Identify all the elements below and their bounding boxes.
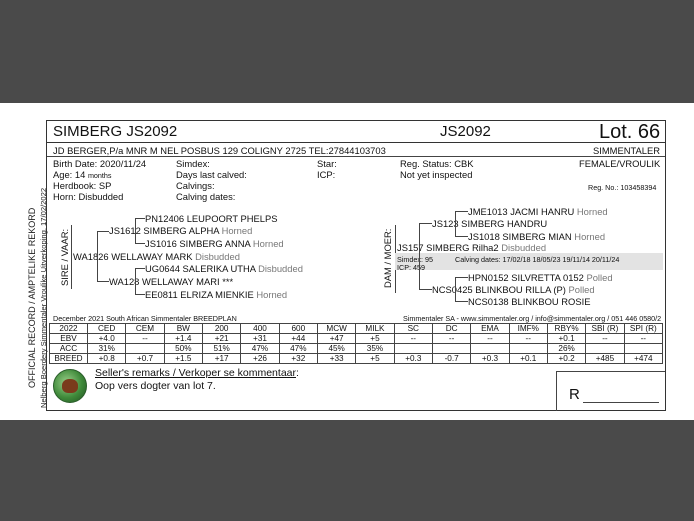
price-currency: R (569, 386, 580, 403)
ebv-cell: -- (126, 334, 164, 344)
sale-info-label: Nelberg Boerdery Simmentaler Vroulike Uitverkoping, 17/02/2022 (39, 187, 48, 408)
dam-horn: Disbudded (501, 242, 547, 253)
age-value: Age: 14 (53, 169, 86, 180)
sire-gg3-name: UG0644 SALERIKA UTHA (145, 263, 256, 274)
sire-line (135, 268, 145, 269)
calving-dates-label: Calving dates: (176, 191, 236, 202)
birth-date: Birth Date: 2020/11/24 (53, 158, 147, 169)
ebv-cell: -- (509, 334, 547, 344)
dam-calving-dates: Calving dates: 17/02/18 18/05/23 19/11/14 20/11/24 (455, 255, 620, 264)
ebv-cell: +0.8 (88, 354, 126, 364)
simdex-label: Simdex: (176, 158, 210, 169)
sire-line (97, 231, 98, 281)
ebv-cell: -- (471, 334, 509, 344)
ebv-cell: +33 (317, 354, 355, 364)
ebv-cell: +5 (356, 354, 394, 364)
ebv-header-cell: DC (432, 324, 470, 334)
ebv-header-row (50, 324, 663, 334)
lot-number: Lot. 66 (599, 121, 661, 143)
ebv-cell: +1.4 (164, 334, 202, 344)
sire-gg3-horn: Disbudded (258, 263, 303, 274)
star-label: Star: (317, 158, 337, 169)
sire-line (135, 218, 145, 219)
ebv-cell: +17 (202, 354, 240, 364)
ebv-header-cell: SC (394, 324, 432, 334)
bull-head-icon (62, 379, 78, 393)
animal-reg: JS2092 (440, 123, 491, 140)
ebv-header-cell: 200 (202, 324, 240, 334)
dam-g2-name: NCS0425 BLINKBOU RILLA (P) (432, 284, 566, 295)
society-logo (53, 369, 87, 403)
dam-icp: ICP: 459 (397, 263, 425, 272)
sire-line (97, 231, 109, 232)
days-last-calved: Days last calved: (176, 169, 247, 180)
bottom-dark-band (0, 420, 694, 521)
price-write-line (583, 402, 659, 403)
ebv-cell: ACC (50, 344, 88, 354)
ebv-header-cell: 400 (241, 324, 279, 334)
ebv-cell: EBV (50, 334, 88, 344)
dam-line (455, 301, 468, 302)
ebv-cell: 51% (202, 344, 240, 354)
ebv-cell: +31 (241, 334, 279, 344)
dam-g2 (432, 284, 595, 295)
ebv-cell: +32 (279, 354, 317, 364)
ebv-cell: +4.0 (88, 334, 126, 344)
dam-g2-horn: Polled (568, 284, 595, 295)
ebv-cell: +5 (356, 334, 394, 344)
ebv-header-cell: CEM (126, 324, 164, 334)
ebv-cell: 31% (88, 344, 126, 354)
remarks-text: Oop vers dogter van lot 7. (95, 380, 216, 392)
dam-gg2-name: JS1018 SIMBERG MIAN (468, 231, 572, 242)
sire-bracket (71, 225, 72, 289)
dam-line (455, 236, 468, 237)
ebv-cell: +0.2 (547, 354, 585, 364)
ebv-header-cell: EMA (471, 324, 509, 334)
ebv-cell (509, 344, 547, 354)
official-record-label: OFFICIAL RECORD / AMPTELIKE REKORD (27, 207, 37, 388)
reg-status: Reg. Status: CBK (400, 158, 474, 169)
ebv-cell: 47% (279, 344, 317, 354)
dam-line (455, 277, 456, 301)
ebv-row (50, 354, 663, 364)
sex-label: FEMALE/VROULIK (579, 158, 661, 169)
dam-gg1-name: JME1013 JACMI HANRU (468, 206, 575, 217)
dam-simdex: Simdex: 95 (397, 255, 433, 264)
sire-gg2-name: JS1016 SIMBERG ANNA (145, 238, 251, 249)
ebv-cell (471, 344, 509, 354)
dam-gg1 (468, 206, 608, 217)
dam-label: DAM / MOER: (382, 228, 393, 288)
remarks-title-text: Seller's remarks / Verkoper se kommentaar (95, 367, 296, 379)
ebv-header-cell: RBY% (547, 324, 585, 334)
breedplan-note: December 2021 South African Simmentaler BREEDPLAN (53, 314, 237, 323)
ebv-cell: 26% (547, 344, 585, 354)
dam-gg1-horn: Horned (576, 206, 608, 217)
ebv-cell: -- (624, 334, 662, 344)
ebv-cell: +0.7 (126, 354, 164, 364)
sire-line (135, 268, 136, 294)
ebv-header-cell: IMF% (509, 324, 547, 334)
sire-line (135, 294, 145, 295)
dam-gg2-horn: Horned (574, 231, 606, 242)
ebv-cell: -- (432, 334, 470, 344)
sire-g1-name: JS1612 SIMBERG ALPHA (109, 225, 219, 236)
ebv-cell: +21 (202, 334, 240, 344)
ebv-header-cell: BW (164, 324, 202, 334)
ebv-cell: +44 (279, 334, 317, 344)
sire-gg1: PN12406 LEUPOORT PHELPS (145, 213, 278, 224)
animal-name: SIMBERG JS2092 (53, 123, 178, 140)
sire-horn: Disbudded (195, 251, 240, 262)
ebv-cell: +0.3 (471, 354, 509, 364)
calvings-label: Calvings: (176, 180, 215, 191)
breeder-line: JD BERGER,P/a MNR M NEL POSBUS 129 COLIGNY 2725 TEL:27844103703 (53, 145, 386, 156)
remarks-title-colon: : (296, 367, 299, 379)
ebv-cell: +26 (241, 354, 279, 364)
ebv-header-cell: SPI (R) (624, 324, 662, 334)
ebv-row (50, 334, 663, 344)
sire-g1-horn: Horned (221, 225, 253, 236)
dam-g1: JS123 SIMBERG HANDRU (432, 218, 548, 229)
inspection-status: Not yet inspected (400, 169, 473, 180)
breeder-divider (47, 156, 665, 157)
animal-record-box (46, 120, 666, 411)
top-dark-band (0, 0, 694, 103)
dam-gg3-horn: Polled (586, 272, 613, 283)
dam-gg4: NCS0138 BLINKBOU ROSIE (468, 296, 591, 307)
ebv-cell: 50% (164, 344, 202, 354)
dam-gg2 (468, 231, 605, 242)
herdbook: Herdbook: SP (53, 180, 112, 191)
ebv-row (50, 344, 663, 354)
ebv-cell (394, 344, 432, 354)
ebv-cell (432, 344, 470, 354)
sire-line (135, 243, 145, 244)
ebv-cell: 47% (241, 344, 279, 354)
remarks-title (95, 368, 299, 379)
reg-number: Reg. No.: 103458394 (588, 183, 657, 192)
ebv-cell (586, 344, 624, 354)
sire-gg4 (145, 289, 287, 300)
age-unit: months (87, 171, 112, 180)
ebv-table (49, 323, 663, 364)
dam-name-text: JS157 SIMBERG Rilha2 (397, 242, 499, 253)
title-row (47, 121, 665, 143)
sire-line (135, 218, 136, 244)
ebv-cell: -- (394, 334, 432, 344)
ebv-cell: +0.1 (547, 334, 585, 344)
dam-line (455, 277, 468, 278)
contact-note: Simmentaler SA - www.simmentaler.org / info@simmentaler.org / 051 446 0580/2 (403, 314, 662, 323)
sire-label: SIRE / VAAR: (59, 228, 70, 286)
ebv-cell: BREED (50, 354, 88, 364)
breed-name: SIMMENTALER (593, 145, 661, 156)
ebv-cell (126, 344, 164, 354)
sire-name-text: WA1826 WELLAWAY MARK (73, 251, 193, 262)
sire-gg4-name: EE0811 ELRIZA MIENKIE (145, 289, 254, 300)
dam-line (419, 289, 432, 290)
sire-gg4-horn: Horned (256, 289, 288, 300)
ebv-cell: 45% (317, 344, 355, 354)
sire-gg2-horn: Horned (252, 238, 284, 249)
sire-name (73, 251, 240, 262)
sire-line (97, 281, 109, 282)
ebv-cell: 35% (356, 344, 394, 354)
ebv-header-cell: 600 (279, 324, 317, 334)
horn-status: Horn: Disbudded (53, 191, 124, 202)
ebv-cell: +1.5 (164, 354, 202, 364)
dam-line (455, 211, 468, 212)
ebv-cell: -- (586, 334, 624, 344)
sire-g2: WA128 WELLAWAY MARI *** (109, 276, 234, 287)
sire-g1 (109, 225, 252, 236)
ebv-cell: +47 (317, 334, 355, 344)
icp-label: ICP: (317, 169, 336, 180)
ebv-header-cell: 2022 (50, 324, 88, 334)
dam-gg3-name: HPN0152 SILVRETTA 0152 (468, 272, 584, 283)
ebv-cell: +474 (624, 354, 662, 364)
sire-gg3 (145, 263, 303, 274)
sire-gg2 (145, 238, 284, 249)
ebv-cell: +0.3 (394, 354, 432, 364)
ebv-header-cell: SBI (R) (586, 324, 624, 334)
dam-line (419, 223, 432, 224)
ebv-cell: +485 (586, 354, 624, 364)
ebv-cell: -0.7 (432, 354, 470, 364)
dam-line (419, 223, 420, 289)
dam-gg3 (468, 272, 613, 283)
ebv-header-cell: MCW (317, 324, 355, 334)
ebv-cell (624, 344, 662, 354)
ebv-header-cell: MILK (356, 324, 394, 334)
ebv-cell: +0.1 (509, 354, 547, 364)
ebv-header-cell: CED (88, 324, 126, 334)
dam-line (455, 211, 456, 236)
